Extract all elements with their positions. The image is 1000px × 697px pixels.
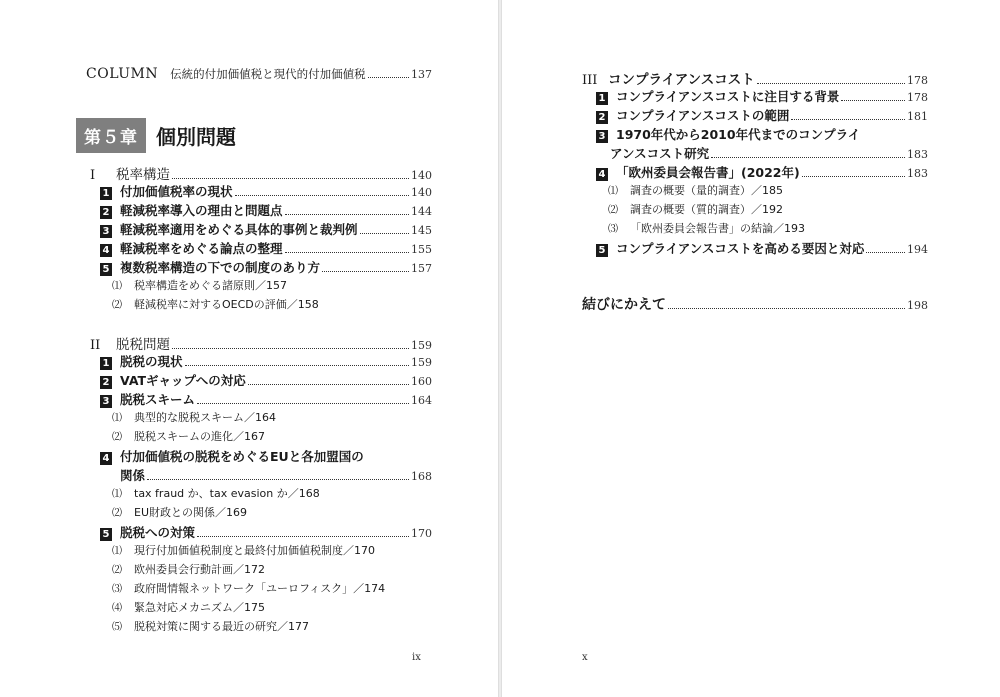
leader-dots (802, 175, 905, 177)
toc-item[interactable] (596, 125, 860, 143)
item-title: 脱税の現状 (120, 354, 183, 369)
item-number-box: 5 (100, 263, 112, 276)
section-entry[interactable] (582, 68, 928, 88)
sub-title: 現行付加価値税制度と最終付加価値税制度／170 (134, 544, 375, 557)
toc-item[interactable] (596, 106, 928, 124)
item-number-box: 1 (100, 187, 112, 200)
sub-title: 税率構造をめぐる諸原則／157 (134, 279, 287, 292)
toc-item[interactable] (100, 390, 432, 408)
item-title: コンプライアンスコストに注目する背景 (616, 89, 840, 104)
sub-number: ⑴ (112, 413, 122, 424)
sub-number: ⑴ (608, 186, 618, 197)
leader-dots (791, 118, 905, 120)
item-title: 付加価値税の脱税をめぐるEUと各加盟国の (120, 449, 364, 464)
sub-item[interactable] (112, 599, 265, 615)
item-title: 複数税率構造の下での制度のあり方 (120, 260, 321, 275)
toc-item[interactable] (100, 220, 432, 238)
sub-title: 典型的な脱税スキーム／164 (134, 411, 276, 424)
chapter-heading (76, 118, 236, 153)
sub-item[interactable] (112, 277, 287, 293)
conclusion-title: 結びにかえて (582, 297, 666, 313)
sub-number: ⑴ (112, 489, 122, 500)
sub-title: 調査の概要（量的調査）／185 (630, 184, 783, 197)
leader-dots (197, 535, 409, 537)
item-number-box: 3 (596, 130, 608, 143)
page-folio: x (582, 652, 588, 663)
column-entry[interactable] (86, 66, 432, 82)
column-label: COLUMN (86, 66, 159, 82)
sub-number: ⑸ (112, 622, 122, 633)
leader-dots (172, 347, 409, 349)
section-title: 税率構造 (116, 167, 170, 183)
toc-item[interactable] (100, 447, 364, 465)
sub-item[interactable] (112, 409, 276, 425)
item-title: 付加価値税率の現状 (120, 184, 233, 199)
page-number: 168 (411, 470, 432, 483)
page-number: 157 (411, 262, 432, 275)
item-title: 「欧州委員会報告書」(2022年) (616, 165, 800, 180)
item-title: コンプライアンスコストを高める要因と対応 (616, 241, 865, 256)
sub-title: 調査の概要（質的調査）／192 (630, 203, 783, 216)
page-number: 140 (411, 186, 432, 199)
column-title: 伝統的付加価値税と現代的付加価値税 (170, 67, 366, 81)
sub-title: 「欧州委員会報告書」の結論／193 (630, 222, 805, 235)
item-title: コンプライアンスコストの範囲 (616, 108, 790, 123)
page-number: 145 (411, 224, 432, 237)
sub-number: ⑷ (112, 603, 122, 614)
page-number: 155 (411, 243, 432, 256)
page-number: 181 (907, 110, 928, 123)
sub-number: ⑶ (112, 584, 122, 595)
section-entry[interactable] (90, 333, 432, 353)
toc-item[interactable] (596, 87, 928, 105)
toc-item[interactable] (100, 201, 432, 219)
item-title: VATギャップへの対応 (120, 373, 246, 388)
section-title: 脱税問題 (116, 337, 170, 353)
item-number-box: 3 (100, 225, 112, 238)
page-folio: ix (412, 652, 421, 663)
leader-dots (841, 99, 905, 101)
sub-item[interactable] (112, 428, 265, 444)
item-number-box: 2 (100, 206, 112, 219)
item-number-box: 5 (596, 244, 608, 257)
sub-number: ⑵ (112, 432, 122, 443)
sub-item[interactable] (112, 504, 247, 520)
toc-item[interactable] (596, 163, 928, 181)
sub-title: tax fraud か、tax evasion か／168 (134, 487, 320, 500)
item-number-box: 4 (100, 244, 112, 257)
page-number: 164 (411, 394, 432, 407)
toc-item-continuation[interactable] (610, 144, 928, 162)
page-number: 170 (411, 527, 432, 540)
sub-item[interactable] (608, 220, 805, 236)
section-number: III (582, 73, 598, 88)
toc-item[interactable] (100, 258, 432, 276)
sub-item[interactable] (112, 618, 309, 634)
leader-dots (757, 82, 905, 84)
sub-title: 緊急対応メカニズム／175 (134, 601, 265, 614)
chapter-number: 第５章 (76, 118, 146, 153)
leader-dots (711, 156, 905, 158)
leader-dots (235, 194, 409, 196)
sub-number: ⑴ (112, 281, 122, 292)
sub-title: 軽減税率に対するOECDの評価／158 (134, 298, 319, 311)
sub-item[interactable] (608, 182, 783, 198)
page-number: 178 (907, 91, 928, 104)
page-number: 160 (411, 375, 432, 388)
sub-item[interactable] (112, 485, 320, 501)
sub-title: 政府間情報ネットワーク「ユーロフィスク」／174 (134, 582, 386, 595)
item-number-box: 2 (100, 376, 112, 389)
leader-dots (866, 251, 905, 253)
item-number-box: 1 (100, 357, 112, 370)
sub-number: ⑴ (112, 546, 122, 557)
sub-number: ⑵ (112, 565, 122, 576)
toc-item-continuation[interactable] (120, 466, 432, 484)
right-page (502, 0, 1000, 697)
leader-dots (197, 402, 409, 404)
sub-number: ⑶ (608, 224, 618, 235)
item-title: 軽減税率適用をめぐる具体的事例と裁判例 (120, 222, 358, 237)
section-entry[interactable] (90, 163, 432, 183)
leader-dots (285, 213, 409, 215)
item-number-box: 5 (100, 528, 112, 541)
item-number-box: 4 (100, 452, 112, 465)
leader-dots (172, 177, 409, 179)
page-number: 178 (907, 74, 928, 87)
page-number: 144 (411, 205, 432, 218)
item-title: 関係 (120, 468, 146, 483)
page-number: 159 (411, 339, 432, 352)
leader-dots (668, 307, 905, 309)
page-number: 194 (907, 243, 928, 256)
item-title: アンスコスト研究 (610, 146, 710, 161)
page-number: 198 (907, 299, 928, 312)
sub-item[interactable] (112, 296, 319, 312)
item-title: 軽減税率導入の理由と問題点 (120, 203, 283, 218)
sub-number: ⑵ (608, 205, 618, 216)
sub-item[interactable] (112, 561, 265, 577)
toc-item[interactable] (100, 352, 432, 370)
page-number: 183 (907, 167, 928, 180)
sub-number: ⑵ (112, 508, 122, 519)
item-title: 脱税スキーム (120, 392, 196, 407)
item-number-box: 2 (596, 111, 608, 124)
toc-item[interactable] (100, 182, 432, 200)
section-number: I (90, 168, 96, 183)
sub-number: ⑵ (112, 300, 122, 311)
page-number: 183 (907, 148, 928, 161)
chapter-title: 個別問題 (156, 125, 236, 149)
sub-title: 欧州委員会行動計画／172 (134, 563, 265, 576)
left-page (0, 0, 498, 697)
conclusion-entry[interactable] (582, 294, 928, 314)
toc-item[interactable] (100, 239, 432, 257)
leader-dots (147, 478, 409, 480)
leader-dots (185, 364, 409, 366)
leader-dots (322, 270, 409, 272)
section-number: II (90, 338, 101, 353)
sub-title: 脱税対策に関する最近の研究／177 (134, 620, 309, 633)
sub-item[interactable] (112, 580, 385, 596)
leader-dots (360, 232, 409, 234)
item-title: 軽減税率をめぐる論点の整理 (120, 241, 283, 256)
sub-title: EU財政との関係／169 (134, 506, 247, 519)
leader-dots (285, 251, 409, 253)
toc-item[interactable] (100, 523, 432, 541)
page-number: 137 (411, 68, 432, 81)
section-title: コンプライアンスコスト (608, 72, 755, 88)
item-number-box: 4 (596, 168, 608, 181)
page-number: 159 (411, 356, 432, 369)
toc-item[interactable] (100, 371, 432, 389)
sub-item[interactable] (112, 542, 375, 558)
sub-title: 脱税スキームの進化／167 (134, 430, 265, 443)
page-number: 140 (411, 169, 432, 182)
leader-dots (248, 383, 409, 385)
item-title: 1970年代から2010年代までのコンプライ (616, 127, 861, 142)
sub-item[interactable] (608, 201, 783, 217)
item-title: 脱税への対策 (120, 525, 196, 540)
item-number-box: 1 (596, 92, 608, 105)
toc-item[interactable] (596, 239, 928, 257)
leader-dots (368, 76, 409, 78)
item-number-box: 3 (100, 395, 112, 408)
